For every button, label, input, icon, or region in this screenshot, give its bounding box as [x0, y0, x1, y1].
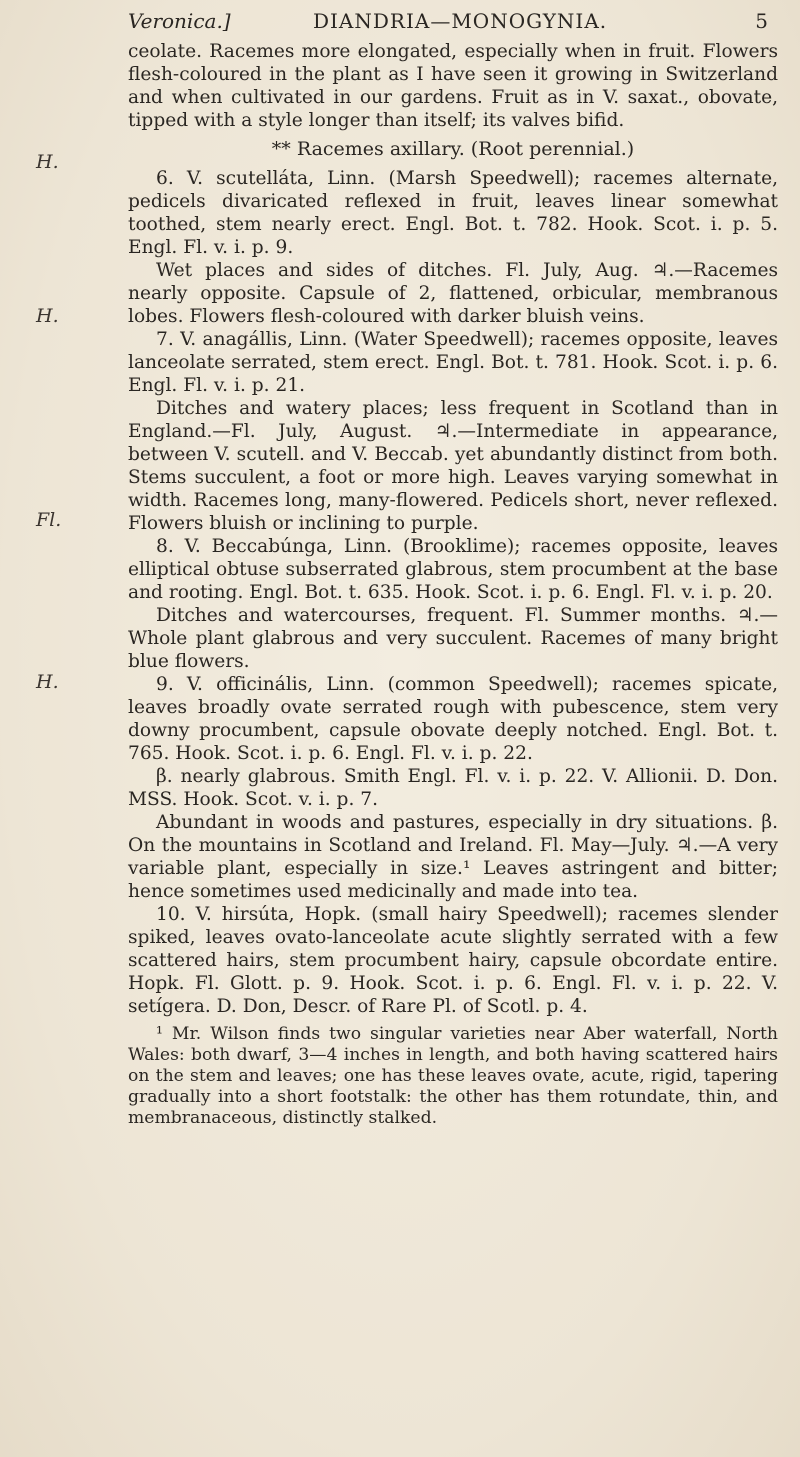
species-entry-8: 8. V. Beccabúnga, Linn. (Brooklime); racemes opposite, leaves elliptical obtuse subserrated glabrous, stem procumbent at the base and rooting. Engl. Bot. t. 635. Hook. Scot. i. p. 6. Engl. Fl. v. i. p. 20. [128, 536, 778, 603]
species-notes-6: Wet places and sides of ditches. Fl. July, Aug. ♃.—Racemes nearly opposite. Capsule of 2, flattened, orbicular, membranous lobes. Flowers flesh-coloured with darker bluish veins. [128, 260, 778, 327]
margin-mark: Fl. [36, 509, 62, 531]
species-notes-7: Ditches and watery places; less frequent in Scotland than in England.—Fl. July, August. ♃.—Intermediate in appearance, between V. scutell. and V. Beccab. yet abundantly distinct from both. Stems succulent, a foot or more high. Leaves varying somewhat in width. Racemes long, many-flowered. Pedicels short, never reflexed. Flowers bluish or inclining to purple. [128, 398, 778, 534]
species-notes-9: Abundant in woods and pastures, especially in dry situations. β. On the mountains in Scotland and Ireland. Fl. May—July. ♃.—A very variable plant, especially in size.¹ Leaves astringent and bitter; hence sometimes used medicinally and made into tea. [128, 812, 778, 902]
paragraph-continuation: ceolate. Racemes more elongated, especially when in fruit. Flowers flesh-coloured in the plant as I have seen it growing in Switzerland and when cultivated in our gardens. Fruit as in V. saxat., obovate, tipped with a style longer than itself; its valves bifid. [128, 41, 778, 131]
section-heading: ** Racemes axillary. (Root perennial.) [271, 138, 635, 160]
header-title: DIANDRIA—MONOGYNIA. [313, 9, 608, 33]
page-body [128, 40, 778, 1129]
header-section: Veronica.] [128, 9, 231, 33]
species-variety-9: β. nearly glabrous. Smith Engl. Fl. v. i. p. 22. V. Allionii. D. Don. MSS. Hook. Scot. v. i. p. 7. [128, 766, 778, 810]
species-entry-7: 7. V. anagállis, Linn. (Water Speedwell); racemes opposite, leaves lanceolate serrated, stem erect. Engl. Bot. t. 781. Hook. Scot. i. p. 6. Engl. Fl. v. i. p. 21. [128, 329, 778, 396]
margin-mark: H. [36, 671, 59, 693]
running-header [128, 6, 768, 36]
page-number: 5 [755, 9, 768, 33]
footnote: ¹ Mr. Wilson finds two singular varieties near Aber waterfall, North Wales: both dwarf, 3—4 inches in length, and both having scattered hairs on the stem and leaves; one has these leaves ovate, acute, rigid, tapering gradually into a short footstalk: the other has them rotundate, thin, and membranaceous, distinctly stalked. [128, 1024, 778, 1128]
species-entry-9: 9. V. officinális, Linn. (common Speedwell); racemes spicate, leaves broadly ovate serrated rough with pubescence, stem very downy procumbent, capsule obovate deeply notched. Engl. Bot. t. 765. Hook. Scot. i. p. 6. Engl. Fl. v. i. p. 22. [128, 674, 778, 764]
margin-mark: H. [36, 151, 59, 173]
species-notes-8: Ditches and watercourses, frequent. Fl. Summer months. ♃.—Whole plant glabrous and very succulent. Racemes of many bright blue flowers. [128, 605, 778, 672]
margin-mark: H. [36, 305, 59, 327]
species-entry-10: 10. V. hirsúta, Hopk. (small hairy Speedwell); racemes slender spiked, leaves ovato-lanceolate acute slightly serrated with a few scattered hairs, stem procumbent hairy, capsule obcordate entire. Hopk. Fl. Glott. p. 9. Hook. Scot. i. p. 6. Engl. Fl. v. i. p. 22. V. setígera. D. Don, Descr. of Rare Pl. of Scotl. p. 4. [128, 904, 778, 1017]
species-entry-6: 6. V. scutelláta, Linn. (Marsh Speedwell); racemes alternate, pedicels divaricated reflexed in fruit, leaves linear somewhat toothed, stem nearly erect. Engl. Bot. t. 782. Hook. Scot. i. p. 5. Engl. Fl. v. i. p. 9. [128, 168, 778, 258]
